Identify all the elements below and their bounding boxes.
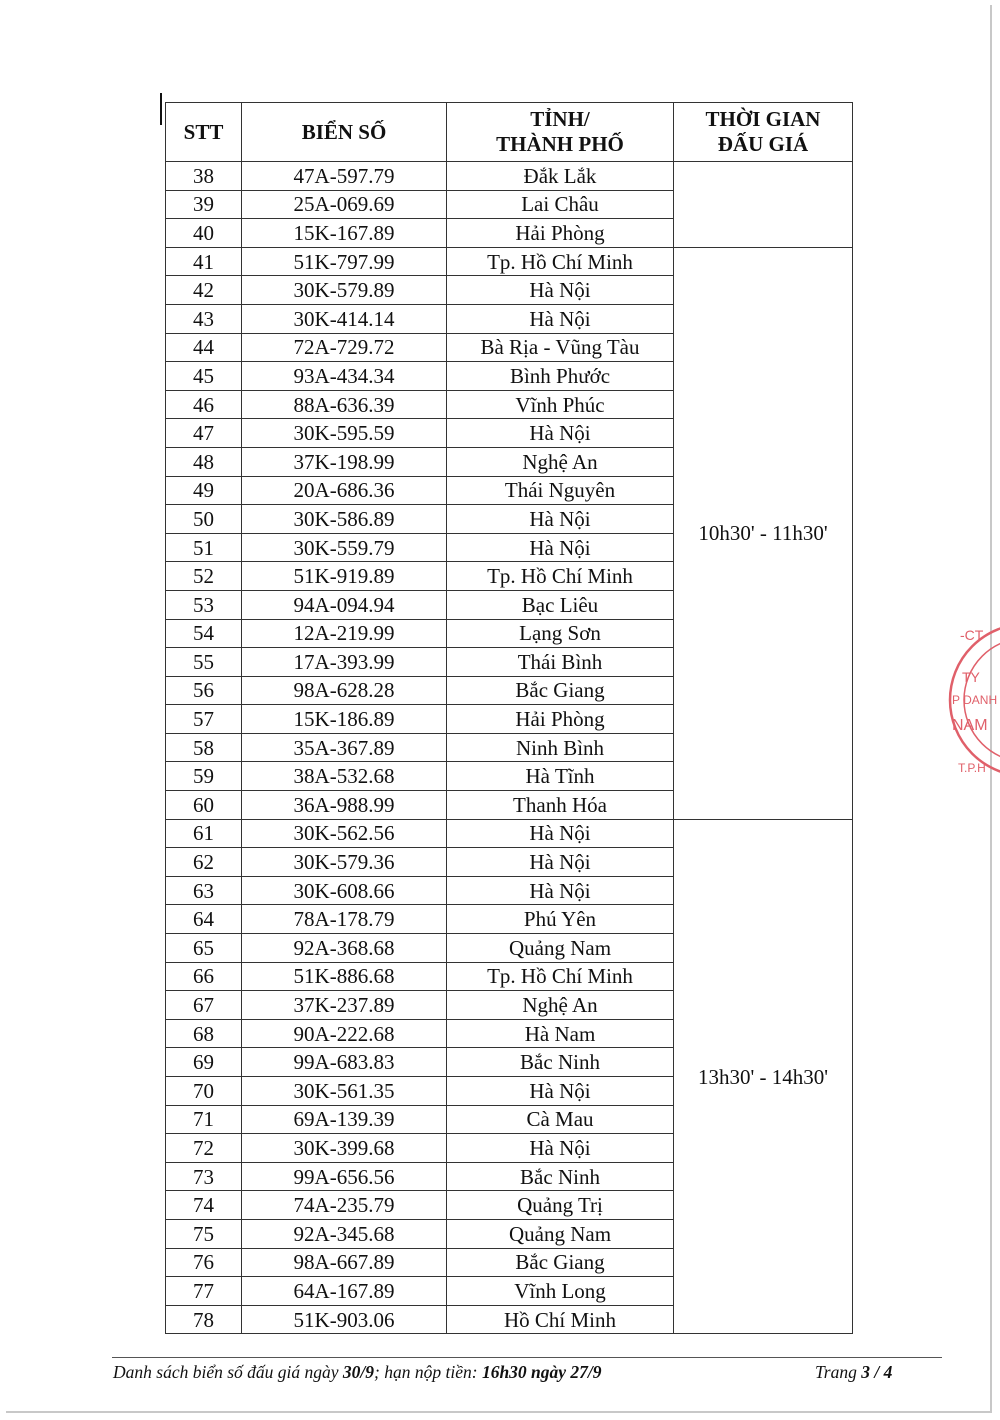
header-row xyxy=(166,103,853,162)
cell-stt: 78 xyxy=(166,1305,242,1334)
cell-plate: 94A-094.94 xyxy=(242,590,447,619)
cell-province: Bắc Giang xyxy=(447,1248,674,1277)
cell-plate: 35A-367.89 xyxy=(242,733,447,762)
footer-note: Danh sách biển số đấu giá ngày 30/9; hạn nộp tiền: 16h30 ngày 27/9 xyxy=(113,1362,602,1382)
table-row xyxy=(166,162,853,191)
cell-stt: 48 xyxy=(166,447,242,476)
cell-stt: 51 xyxy=(166,533,242,562)
cell-plate: 72A-729.72 xyxy=(242,333,447,362)
cell-plate: 51K-919.89 xyxy=(242,562,447,591)
cell-plate: 51K-886.68 xyxy=(242,962,447,991)
cell-province: Bắc Ninh xyxy=(447,1048,674,1077)
auction-table xyxy=(165,102,853,1334)
cell-province: Quảng Nam xyxy=(447,1219,674,1248)
header-plate: BIỂN SỐ xyxy=(242,103,447,162)
footer-deadline: 16h30 ngày 27/9 xyxy=(481,1362,602,1382)
cell-stt: 42 xyxy=(166,276,242,305)
cell-province: Vĩnh Long xyxy=(447,1277,674,1306)
cell-stt: 41 xyxy=(166,247,242,276)
cell-plate: 30K-562.56 xyxy=(242,819,447,848)
cell-stt: 57 xyxy=(166,705,242,734)
text-cursor xyxy=(160,93,162,125)
company-stamp xyxy=(946,612,1000,792)
cell-plate: 98A-628.28 xyxy=(242,676,447,705)
cell-plate: 15K-186.89 xyxy=(242,705,447,734)
header-stt: STT xyxy=(166,103,242,162)
header-time: THỜI GIAN ĐẤU GIÁ xyxy=(674,103,853,162)
cell-stt: 72 xyxy=(166,1134,242,1163)
cell-province: Hà Tĩnh xyxy=(447,762,674,791)
cell-province: Ninh Bình xyxy=(447,733,674,762)
cell-stt: 74 xyxy=(166,1191,242,1220)
cell-province: Thanh Hóa xyxy=(447,791,674,820)
stamp-text-5: T.P.H xyxy=(958,761,986,775)
table-row xyxy=(166,819,853,848)
cell-stt: 43 xyxy=(166,304,242,333)
cell-plate: 37K-198.99 xyxy=(242,447,447,476)
cell-stt: 46 xyxy=(166,390,242,419)
cell-province: Hải Phòng xyxy=(447,219,674,248)
cell-plate: 78A-178.79 xyxy=(242,905,447,934)
cell-province: Hà Nội xyxy=(447,533,674,562)
cell-plate: 30K-414.14 xyxy=(242,304,447,333)
cell-province: Hà Nội xyxy=(447,1077,674,1106)
cell-stt: 70 xyxy=(166,1077,242,1106)
table-body xyxy=(166,162,853,1334)
cell-plate: 88A-636.39 xyxy=(242,390,447,419)
cell-stt: 50 xyxy=(166,505,242,534)
cell-stt: 54 xyxy=(166,619,242,648)
cell-province: Hà Nội xyxy=(447,505,674,534)
cell-stt: 55 xyxy=(166,648,242,677)
cell-stt: 53 xyxy=(166,590,242,619)
cell-plate: 30K-561.35 xyxy=(242,1077,447,1106)
cell-stt: 44 xyxy=(166,333,242,362)
cell-plate: 30K-579.89 xyxy=(242,276,447,305)
cell-province: Cà Mau xyxy=(447,1105,674,1134)
cell-stt: 62 xyxy=(166,848,242,877)
cell-province: Hồ Chí Minh xyxy=(447,1305,674,1334)
cell-stt: 38 xyxy=(166,162,242,191)
cell-plate: 37K-237.89 xyxy=(242,991,447,1020)
cell-plate: 30K-579.36 xyxy=(242,848,447,877)
page-number: Trang 3 / 4 xyxy=(815,1362,893,1382)
cell-plate: 99A-656.56 xyxy=(242,1162,447,1191)
cell-province: Hà Nội xyxy=(447,304,674,333)
cell-province: Tp. Hồ Chí Minh xyxy=(447,247,674,276)
cell-stt: 77 xyxy=(166,1277,242,1306)
cell-stt: 67 xyxy=(166,991,242,1020)
cell-province: Bình Phước xyxy=(447,362,674,391)
cell-plate: 30K-608.66 xyxy=(242,876,447,905)
cell-province: Phú Yên xyxy=(447,905,674,934)
cell-stt: 56 xyxy=(166,676,242,705)
cell-plate: 98A-667.89 xyxy=(242,1248,447,1277)
cell-province: Đắk Lắk xyxy=(447,162,674,191)
cell-stt: 47 xyxy=(166,419,242,448)
cell-plate: 69A-139.39 xyxy=(242,1105,447,1134)
cell-stt: 40 xyxy=(166,219,242,248)
cell-stt: 69 xyxy=(166,1048,242,1077)
cell-province: Tp. Hồ Chí Minh xyxy=(447,562,674,591)
stamp-text-2: TY xyxy=(962,669,980,685)
footer-date: 30/9 xyxy=(342,1362,375,1382)
table-row xyxy=(166,247,853,276)
cell-plate: 17A-393.99 xyxy=(242,648,447,677)
cell-province: Quảng Trị xyxy=(447,1191,674,1220)
cell-province: Hà Nội xyxy=(447,819,674,848)
cell-plate: 36A-988.99 xyxy=(242,791,447,820)
cell-stt: 64 xyxy=(166,905,242,934)
cell-province: Bạc Liêu xyxy=(447,590,674,619)
cell-plate: 25A-069.69 xyxy=(242,190,447,219)
cell-plate: 90A-222.68 xyxy=(242,1019,447,1048)
cell-stt: 76 xyxy=(166,1248,242,1277)
cell-plate: 93A-434.34 xyxy=(242,362,447,391)
cell-stt: 49 xyxy=(166,476,242,505)
cell-stt: 59 xyxy=(166,762,242,791)
cell-stt: 71 xyxy=(166,1105,242,1134)
cell-province: Hải Phòng xyxy=(447,705,674,734)
cell-province: Hà Nam xyxy=(447,1019,674,1048)
cell-stt: 39 xyxy=(166,190,242,219)
cell-province: Bắc Ninh xyxy=(447,1162,674,1191)
cell-plate: 51K-797.99 xyxy=(242,247,447,276)
stamp-text-1: -CT xyxy=(960,627,984,643)
cell-province: Nghệ An xyxy=(447,447,674,476)
stamp-text-4: NAM xyxy=(952,717,988,734)
cell-province: Hà Nội xyxy=(447,876,674,905)
cell-province: Bà Rịa - Vũng Tàu xyxy=(447,333,674,362)
cell-stt: 45 xyxy=(166,362,242,391)
cell-province: Hà Nội xyxy=(447,419,674,448)
cell-stt: 73 xyxy=(166,1162,242,1191)
cell-plate: 47A-597.79 xyxy=(242,162,447,191)
cell-plate: 64A-167.89 xyxy=(242,1277,447,1306)
cell-plate: 38A-532.68 xyxy=(242,762,447,791)
cell-stt: 63 xyxy=(166,876,242,905)
cell-province: Bắc Giang xyxy=(447,676,674,705)
cell-province: Nghệ An xyxy=(447,991,674,1020)
cell-plate: 74A-235.79 xyxy=(242,1191,447,1220)
cell-auction-time xyxy=(674,162,853,248)
cell-province: Thái Bình xyxy=(447,648,674,677)
stamp-text-3: P DANH xyxy=(952,693,998,707)
cell-province: Quảng Nam xyxy=(447,934,674,963)
cell-plate: 12A-219.99 xyxy=(242,619,447,648)
cell-plate: 30K-559.79 xyxy=(242,533,447,562)
cell-stt: 52 xyxy=(166,562,242,591)
cell-province: Lai Châu xyxy=(447,190,674,219)
cell-stt: 58 xyxy=(166,733,242,762)
cell-plate: 51K-903.06 xyxy=(242,1305,447,1334)
cell-auction-time: 10h30' - 11h30' xyxy=(674,247,853,819)
cell-plate: 30K-399.68 xyxy=(242,1134,447,1163)
cell-stt: 60 xyxy=(166,791,242,820)
cell-auction-time: 13h30' - 14h30' xyxy=(674,819,853,1334)
cell-plate: 92A-345.68 xyxy=(242,1219,447,1248)
cell-plate: 15K-167.89 xyxy=(242,219,447,248)
cell-province: Hà Nội xyxy=(447,848,674,877)
cell-province: Hà Nội xyxy=(447,1134,674,1163)
cell-plate: 99A-683.83 xyxy=(242,1048,447,1077)
cell-stt: 68 xyxy=(166,1019,242,1048)
footer-divider xyxy=(112,1357,942,1358)
cell-plate: 20A-686.36 xyxy=(242,476,447,505)
cell-stt: 65 xyxy=(166,934,242,963)
cell-province: Tp. Hồ Chí Minh xyxy=(447,962,674,991)
cell-province: Hà Nội xyxy=(447,276,674,305)
cell-province: Vĩnh Phúc xyxy=(447,390,674,419)
cell-stt: 66 xyxy=(166,962,242,991)
cell-plate: 30K-595.59 xyxy=(242,419,447,448)
cell-province: Thái Nguyên xyxy=(447,476,674,505)
header-province: TỈNH/ THÀNH PHỐ xyxy=(447,103,674,162)
cell-plate: 92A-368.68 xyxy=(242,934,447,963)
cell-stt: 61 xyxy=(166,819,242,848)
cell-province: Lạng Sơn xyxy=(447,619,674,648)
cell-stt: 75 xyxy=(166,1219,242,1248)
cell-plate: 30K-586.89 xyxy=(242,505,447,534)
